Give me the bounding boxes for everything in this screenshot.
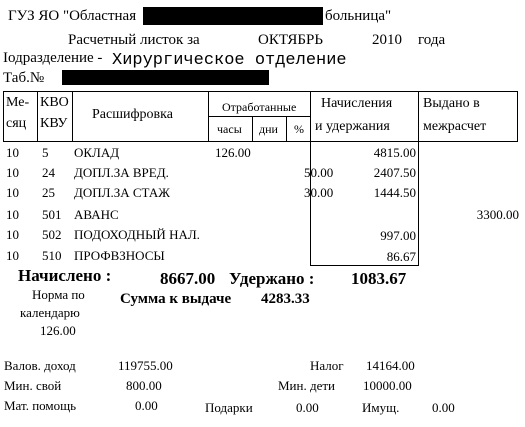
col-header-hours: часы (217, 122, 242, 136)
tab-number-label: Таб.№ (3, 70, 45, 86)
row-description: ПРОФВЗНОСЫ (74, 248, 165, 263)
col-header-kvo-1: КВО (40, 95, 69, 110)
row-accrued: 4815.00 (373, 145, 416, 160)
row-accrued: 1444.50 (373, 185, 416, 200)
redacted-tab-number (62, 70, 269, 85)
col-header-accrued-2: и удержания (315, 119, 390, 134)
tax-label: Налог (310, 358, 344, 373)
min-children-label: Мин. дети (278, 378, 335, 393)
col-header-percent: % (294, 122, 304, 136)
row-percent: 50.00 (304, 165, 334, 180)
col-header-month-1: Ме- (6, 95, 30, 110)
norm-label-2: календарю (20, 305, 80, 320)
org-name-suffix: больница" (325, 8, 392, 24)
col-header-month-2: сяц (6, 116, 27, 131)
row-month: 10 (6, 227, 19, 242)
withheld-label: Удержано : (229, 269, 315, 288)
slip-year: 2010 (372, 32, 402, 48)
col-header-days: дни (259, 122, 278, 136)
row-code: 5 (42, 145, 49, 160)
col-header-accrued-1: Начисления (321, 96, 393, 111)
tax-value: 14164.00 (366, 358, 415, 373)
payout-value: 4283.33 (261, 291, 310, 307)
slip-title: Расчетный листок за (68, 32, 200, 48)
property-label: Имущ. (362, 400, 400, 415)
row-accrued: 2407.50 (373, 165, 416, 180)
material-aid-label: Мат. помощь (4, 398, 77, 413)
row-code: 24 (42, 165, 55, 180)
col-header-paid-1: Выдано в (423, 96, 480, 111)
property-value: 0.00 (432, 400, 455, 415)
row-month: 10 (6, 207, 19, 222)
col-header-description: Расшифровка (92, 107, 173, 122)
slip-year-word: года (418, 32, 446, 48)
redacted-org-name (143, 7, 323, 25)
accrued-value: 8667.00 (160, 269, 216, 288)
norm-value: 126.00 (40, 323, 76, 338)
row-code: 502 (42, 227, 62, 242)
gross-income-value: 119755.00 (118, 358, 173, 373)
row-description: ПОДОХОДНЫЙ НАЛ. (74, 227, 200, 242)
row-code: 510 (42, 248, 62, 263)
row-hours: 126.00 (215, 145, 251, 160)
row-description: ДОПЛ.ЗА ВРЕД. (74, 165, 169, 180)
material-aid-value: 0.00 (135, 398, 158, 413)
row-percent: 30.00 (304, 185, 334, 200)
min-own-label: Мин. свой (4, 378, 62, 393)
row-description: АВАНС (74, 207, 119, 222)
row-description: ДОПЛ.ЗА СТАЖ (74, 185, 170, 200)
payout-label: Сумма к выдаче (120, 291, 232, 307)
row-month: 10 (6, 248, 19, 263)
min-own-value: 800.00 (126, 378, 162, 393)
org-name-prefix: ГУЗ ЯО "Областная (8, 8, 137, 24)
row-paid: 3300.00 (476, 207, 519, 222)
row-code: 501 (42, 207, 62, 222)
gifts-label: Подарки (205, 400, 253, 415)
col-header-kvo-2: КВУ (40, 116, 68, 131)
accrued-label: Начислено : (18, 266, 112, 285)
row-month: 10 (6, 165, 19, 180)
row-description: ОКЛАД (74, 145, 120, 160)
gifts-value: 0.00 (296, 400, 319, 415)
row-accrued: 997.00 (380, 228, 416, 243)
row-month: 10 (6, 145, 19, 160)
row-month: 10 (6, 185, 19, 200)
withheld-value: 1083.67 (351, 269, 407, 288)
row-code: 25 (42, 185, 55, 200)
slip-month: ОКТЯБРЬ (258, 32, 324, 48)
department-label: Iодразделение - (3, 50, 103, 66)
gross-income-label: Валов. доход (4, 358, 76, 373)
col-header-worked: Отработанные (222, 100, 297, 114)
row-accrued: 86.67 (386, 249, 416, 264)
col-header-paid-2: межрасчет (423, 119, 487, 134)
min-children-value: 10000.00 (363, 378, 412, 393)
department-value: Хирургическое отделение (112, 51, 347, 70)
norm-label-1: Норма по (32, 287, 85, 302)
